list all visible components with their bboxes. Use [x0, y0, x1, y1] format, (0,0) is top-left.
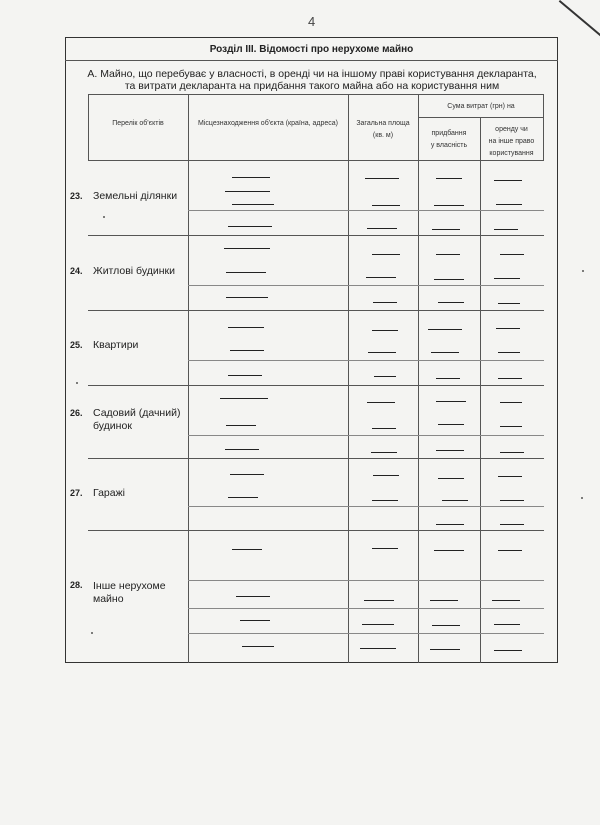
handwritten-dash: [438, 302, 464, 303]
handwritten-dash: [232, 549, 262, 550]
page-number: 4: [308, 14, 316, 29]
header-area-line1: Загальна площа: [356, 120, 410, 127]
category-residential-houses: Житлові будинки: [93, 265, 175, 277]
header-objects: Перелік об'єктів: [112, 120, 164, 127]
handwritten-dash: [374, 376, 396, 377]
handwritten-dash: [494, 624, 520, 625]
header-area-line2: (кв. м): [372, 132, 394, 139]
handwritten-dash: [431, 352, 459, 353]
handwritten-dash: [434, 279, 464, 280]
row-number-23: 23.: [70, 191, 83, 201]
handwritten-dash: [494, 278, 520, 279]
handwritten-dash: [228, 327, 264, 328]
scan-speck: [103, 216, 105, 218]
handwritten-dash: [225, 191, 270, 192]
sub-row-line: [188, 360, 544, 361]
handwritten-dash: [498, 550, 522, 551]
handwritten-dash: [228, 226, 272, 227]
handwritten-dash: [436, 254, 460, 255]
header-rent-line3: користування: [489, 150, 534, 157]
handwritten-dash: [372, 548, 398, 549]
handwritten-dash: [230, 350, 264, 351]
handwritten-dash: [362, 624, 394, 625]
sub-row-line: [188, 608, 544, 609]
handwritten-dash: [434, 550, 464, 551]
header-purchase-line1: придбання: [431, 130, 467, 137]
handwritten-dash: [226, 272, 266, 273]
handwritten-dash: [366, 277, 396, 278]
handwritten-dash: [500, 426, 522, 427]
handwritten-dash: [430, 600, 458, 601]
handwritten-dash: [365, 178, 399, 179]
handwritten-dash: [434, 205, 464, 206]
header-purchase-line2: у власність: [430, 142, 468, 149]
handwritten-dash: [500, 254, 524, 255]
handwritten-dash: [232, 204, 274, 205]
handwritten-dash: [436, 401, 466, 402]
scan-speck: [76, 382, 78, 384]
handwritten-dash: [372, 254, 400, 255]
handwritten-dash: [226, 425, 256, 426]
scan-speck: [581, 497, 583, 499]
column-divider-3: [418, 94, 419, 663]
header-top-line: [88, 94, 544, 95]
row-separator: [88, 530, 544, 531]
handwritten-dash: [226, 297, 268, 298]
row-separator: [88, 385, 544, 386]
category-other-property-line1: Інше нерухоме: [93, 580, 166, 592]
handwritten-dash: [236, 596, 270, 597]
subsection-title-line1: А. Майно, що перебуває у власності, в оренді чи на іншому праві користування декларанта,: [87, 68, 537, 80]
handwritten-dash: [498, 476, 522, 477]
handwritten-dash: [438, 478, 464, 479]
header-expenses: Сума витрат (грн) на: [447, 103, 515, 110]
row-number-25: 25.: [70, 340, 83, 350]
handwritten-dash: [436, 178, 462, 179]
handwritten-dash: [364, 600, 394, 601]
handwritten-dash: [436, 450, 464, 451]
title-divider: [65, 60, 558, 61]
expenses-divider: [418, 117, 544, 118]
handwritten-dash: [367, 228, 397, 229]
handwritten-dash: [432, 625, 460, 626]
handwritten-dash: [496, 328, 520, 329]
handwritten-dash: [368, 352, 396, 353]
handwritten-dash: [228, 375, 262, 376]
handwritten-dash: [500, 402, 522, 403]
handwritten-dash: [432, 229, 460, 230]
handwritten-dash: [371, 452, 397, 453]
handwritten-dash: [494, 650, 522, 651]
handwritten-dash: [228, 497, 258, 498]
row-number-28: 28.: [70, 580, 83, 590]
handwritten-dash: [428, 329, 462, 330]
handwritten-dash: [494, 229, 518, 230]
row-number-27: 27.: [70, 488, 83, 498]
handwritten-dash: [442, 500, 468, 501]
sub-row-line: [188, 210, 544, 211]
row-separator: [88, 235, 544, 236]
handwritten-dash: [360, 648, 396, 649]
handwritten-dash: [500, 524, 524, 525]
handwritten-dash: [498, 303, 520, 304]
handwritten-dash: [430, 649, 460, 650]
category-garden-house-line2: будинок: [93, 420, 132, 432]
handwritten-dash: [372, 428, 396, 429]
category-garden-house-line1: Садовий (дачний): [93, 407, 181, 419]
handwritten-dash: [367, 402, 395, 403]
header-location: Місцезнаходження об'єкта (країна, адреса): [198, 120, 338, 127]
handwritten-dash: [492, 600, 520, 601]
section-title: Розділ ІІІ. Відомості про нерухоме майно: [209, 44, 414, 55]
category-land-plots: Земельні ділянки: [93, 190, 178, 202]
scan-artifact-line: [559, 0, 600, 40]
header-rent-line2: на інше право: [488, 138, 535, 145]
category-other-property-line2: майно: [93, 593, 124, 605]
row-number-24: 24.: [70, 266, 83, 276]
header-bottom-line: [88, 160, 544, 161]
handwritten-dash: [436, 378, 460, 379]
row-separator: [88, 458, 544, 459]
handwritten-dash: [230, 474, 264, 475]
handwritten-dash: [240, 620, 270, 621]
handwritten-dash: [500, 452, 524, 453]
handwritten-dash: [498, 378, 522, 379]
sub-row-line: [188, 580, 544, 581]
handwritten-dash: [438, 424, 464, 425]
handwritten-dash: [494, 180, 522, 181]
handwritten-dash: [224, 248, 270, 249]
handwritten-dash: [372, 330, 398, 331]
column-divider-2: [348, 94, 349, 663]
handwritten-dash: [225, 449, 259, 450]
handwritten-dash: [242, 646, 274, 647]
row-number-26: 26.: [70, 408, 83, 418]
sub-row-line: [188, 506, 544, 507]
handwritten-dash: [498, 352, 520, 353]
category-apartments: Квартири: [93, 339, 139, 351]
handwritten-dash: [220, 398, 268, 399]
sub-row-line: [188, 285, 544, 286]
handwritten-dash: [436, 524, 464, 525]
handwritten-dash: [500, 500, 524, 501]
subsection-title-line2: та витрати декларанта на придбання такого майна або на користування ним: [124, 80, 500, 92]
sub-row-line: [188, 633, 544, 634]
sub-row-line: [188, 435, 544, 436]
column-divider-1: [188, 94, 189, 663]
handwritten-dash: [496, 204, 522, 205]
row-separator: [88, 310, 544, 311]
handwritten-dash: [373, 302, 397, 303]
scan-speck: [91, 632, 93, 634]
category-garages: Гаражі: [93, 487, 125, 499]
column-divider-4: [480, 117, 481, 663]
handwritten-dash: [373, 475, 399, 476]
handwritten-dash: [232, 177, 270, 178]
handwritten-dash: [372, 205, 400, 206]
scan-speck: [582, 270, 584, 272]
header-rent-line1: оренду чи: [495, 126, 528, 133]
handwritten-dash: [372, 500, 398, 501]
